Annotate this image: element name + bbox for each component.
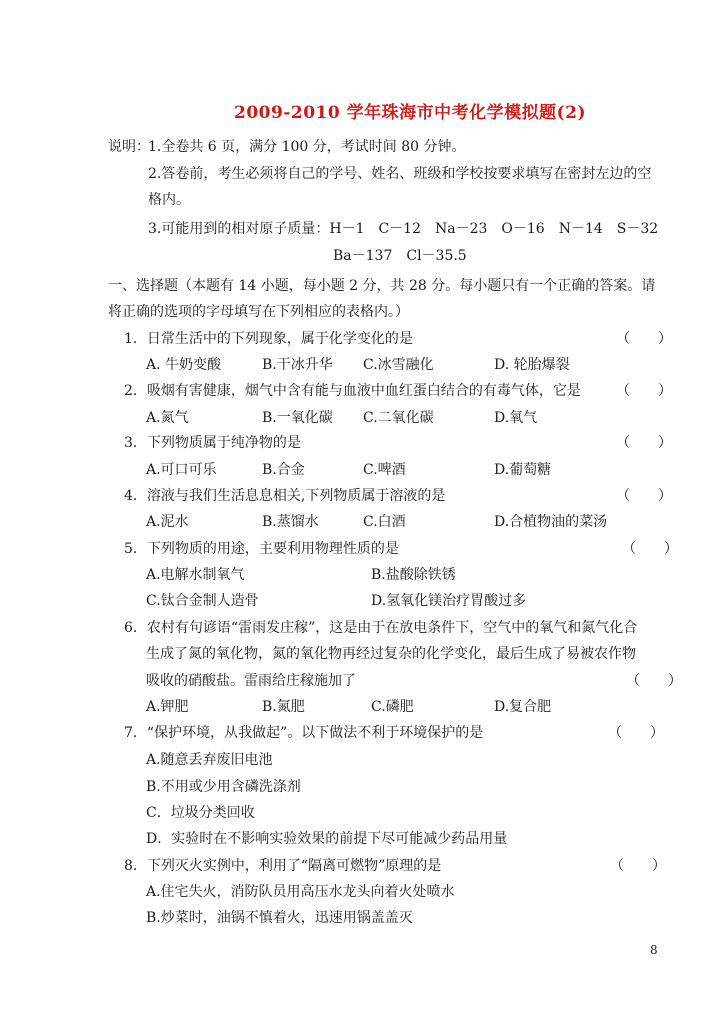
q7-option-b: B.不用或少用含磷洗涤剂 (146, 779, 301, 795)
instruction-3b: Ba－137 Cl－35.5 (333, 248, 467, 264)
q8-option-a: A.住宅失火，消防队员用高压水龙头向着火处喷水 (146, 884, 455, 900)
q3-option-d: D.葡萄糖 (494, 462, 552, 478)
q6-option-b: B.氮肥 (262, 699, 305, 715)
instruction-3a: 3.可能用到的相对原子质量：H－1 C－12 Na－23 O－16 N－14 S－32 (148, 221, 659, 237)
q5-option-b: B.盐酸除铁锈 (371, 567, 456, 583)
q4-option-c: C.白酒 (363, 514, 406, 530)
q2-option-a: A.氮气 (146, 410, 189, 426)
page-title: 2009-2010 学年珠海市中考化学模拟题(2) (234, 103, 587, 123)
q4-answer-blank: （ ） (616, 488, 672, 504)
q5-text: 5．下列物质的用途，主要利用物理性质的是 (124, 541, 399, 557)
q6-answer-blank: （ ） (626, 673, 682, 689)
q5-option-d: D.氢氧化镁治疗胃酸过多 (371, 593, 527, 609)
q6-option-a: A.钾肥 (146, 699, 189, 715)
q7-text: 7．“保护环境，从我做起”。以下做法不利于环境保护的是 (124, 725, 484, 741)
q8-text: 8．下列灭火实例中，利用了“隔离可燃物”原理的是 (124, 858, 442, 874)
q5-answer-blank: （ ） (622, 541, 678, 557)
q3-option-a: A.可口可乐 (146, 462, 217, 478)
instruction-2b: 格内。 (148, 192, 190, 208)
q1-option-a: A. 牛奶变酸 (146, 357, 222, 373)
q7-option-c: C．垃圾分类回收 (146, 805, 255, 821)
q6-text-line3: 吸收的硝酸盐。雷雨给庄稼施加了 (146, 673, 356, 689)
q5-option-a: A.电解水制氧气 (146, 567, 245, 583)
instruction-2a: 2.答卷前，考生必须将自己的学号、姓名、班级和学校按要求填写在密封左边的空 (148, 166, 652, 182)
q3-answer-blank: （ ） (616, 435, 672, 451)
q4-option-b: B.蒸馏水 (262, 514, 319, 530)
q6-text-line2: 生成了氮的氧化物，氮的氧化物再经过复杂的化学变化，最后生成了易被农作物 (146, 646, 636, 662)
q8-answer-blank: （ ） (610, 858, 666, 874)
q3-text: 3．下列物质属于纯净物的是 (124, 435, 301, 451)
q2-text: 2．吸烟有害健康，烟气中含有能与血液中血红蛋白结合的有毒气体，它是 (124, 383, 581, 399)
q4-text: 4．溶液与我们生活息息相关,下列物质属于溶液的是 (124, 488, 446, 504)
q2-option-d: D.氧气 (494, 410, 538, 426)
q7-option-d: D．实验时在不影响实验效果的前提下尽可能减少药品用量 (146, 831, 508, 847)
instructions-label: 说明： (108, 139, 150, 155)
q1-option-b: B.干冰升华 (262, 357, 333, 373)
q2-answer-blank: （ ） (616, 383, 672, 399)
q1-option-d: D. 轮胎爆裂 (494, 357, 570, 373)
q1-answer-blank: （ ） (616, 331, 672, 347)
q3-option-c: C.啤酒 (363, 462, 406, 478)
q4-option-d: D.合植物油的菜汤 (494, 514, 608, 530)
q7-option-a: A.随意丢弃废旧电池 (146, 752, 273, 768)
q3-option-b: B.合金 (262, 462, 305, 478)
q2-option-b: B.一氧化碳 (262, 410, 333, 426)
q6-option-c: C.磷肥 (371, 699, 414, 715)
q1-text: 1．日常生活中的下列现象，属于化学变化的是 (124, 331, 413, 347)
section1-line2: 将正确的选项的字母填写在下列相应的表格内。） (108, 304, 409, 320)
q8-option-b: B.炒菜时，油锅不慎着火，迅速用锅盖盖灭 (146, 910, 413, 926)
q6-text-line1: 6．农村有句谚语“雷雨发庄稼”，这是由于在放电条件下，空气中的氧气和氮气化合 (124, 620, 638, 636)
q6-option-d: D.复合肥 (494, 699, 552, 715)
section1-line1: 一、选择题（本题有 14 小题，每小题 2 分，共 28 分。每小题只有一个正确的答案。请 (108, 278, 656, 294)
q4-option-a: A.泥水 (146, 514, 189, 530)
q5-option-c: C.钛合金制人造骨 (146, 593, 259, 609)
q2-option-c: C.二氧化碳 (363, 410, 434, 426)
q1-option-c: C.冰雪融化 (363, 357, 434, 373)
page-number: 8 (650, 943, 658, 957)
instruction-1: 1.全卷共 6 页，满分 100 分，考试时间 80 分钟。 (148, 139, 466, 155)
q7-answer-blank: （ ） (608, 725, 664, 741)
